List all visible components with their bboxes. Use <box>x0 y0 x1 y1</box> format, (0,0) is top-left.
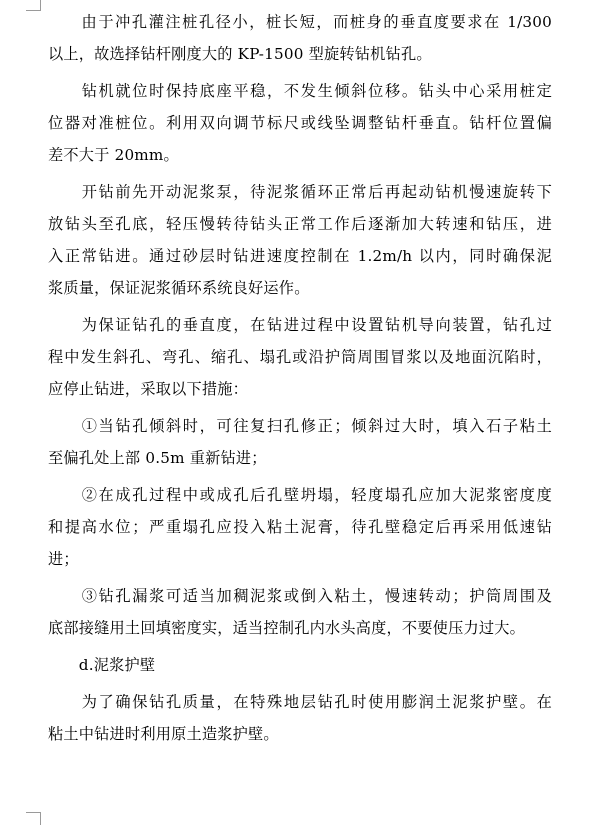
text-line: 至偏孔处上部 0.5m 重新钻进； <box>48 449 267 467</box>
text-line: 为保证钻孔的垂直度，在钻进过程中设置钻机导向装置，钻孔过 <box>48 316 552 334</box>
text-line: 由于冲孔灌注桩孔径小，桩长短，而桩身的垂直度要求在 1/300 <box>48 13 552 31</box>
text-line: d.泥浆护壁 <box>48 656 156 674</box>
text-line: ③钻孔漏浆可适当加稠泥浆或倒入粘土，慢速转动；护筒周围及 <box>48 587 552 605</box>
crop-mark-bottom-left <box>26 812 41 825</box>
paragraph <box>48 410 552 474</box>
text-line: 为了确保钻孔质量，在特殊地层钻孔时使用膨润土泥浆护壁。在 <box>48 693 552 711</box>
text-line: 钻机就位时保持底座平稳，不发生倾斜位移。钻头中心采用桩定 <box>48 82 552 100</box>
text-line: ①当钻孔倾斜时，可往复扫孔修正；倾斜过大时，填入石子粘土 <box>48 417 552 435</box>
document-body <box>48 6 552 750</box>
paragraph <box>48 6 552 70</box>
text-line: 浆质量，保证泥浆循环系统良好运作。 <box>48 279 310 297</box>
text-line: 差不大于 20mm。 <box>48 146 179 164</box>
paragraph <box>48 686 552 750</box>
text-line: 程中发生斜孔、弯孔、缩孔、塌孔或沿护筒周围冒浆以及地面沉陷时， <box>48 348 552 366</box>
paragraph <box>48 75 552 171</box>
text-line: 以上，故选择钻杆刚度大的 KP-1500 型旋转钻机钻孔。 <box>48 45 432 63</box>
paragraph <box>48 479 552 575</box>
text-line: ②在成孔过程中或成孔后孔壁坍塌，轻度塌孔应加大泥浆密度度 <box>48 486 552 504</box>
text-line: 位器对准桩位。利用双向调节标尺或线坠调整钻杆垂直。钻杆位置偏 <box>48 114 552 132</box>
text-line: 底部接缝用土回填密度实，适当控制孔内水头高度，不要使压力过大。 <box>48 619 526 637</box>
paragraph <box>48 309 552 405</box>
text-line: 应停止钻进，采取以下措施： <box>48 380 249 398</box>
text-line: 和提高水位；严重塌孔应投入粘土泥膏，待孔壁稳定后再采用低速钻 <box>48 518 552 536</box>
text-line: 进； <box>48 550 79 568</box>
text-line: 开钻前先开动泥浆泵，待泥浆循环正常后再起动钻机慢速旋转下 <box>48 183 552 201</box>
crop-mark-top-left <box>26 0 41 11</box>
text-line: 入正常钻进。通过砂层时钻进速度控制在 1.2m/h 以内，同时确保泥 <box>48 247 552 265</box>
paragraph <box>48 649 552 681</box>
paragraph <box>48 580 552 644</box>
text-line: 粘土中钻进时利用原土造浆护壁。 <box>48 725 279 743</box>
paragraph <box>48 176 552 304</box>
text-line: 放钻头至孔底，轻压慢转待钻头正常工作后逐渐加大转速和钻压，进 <box>48 215 552 233</box>
